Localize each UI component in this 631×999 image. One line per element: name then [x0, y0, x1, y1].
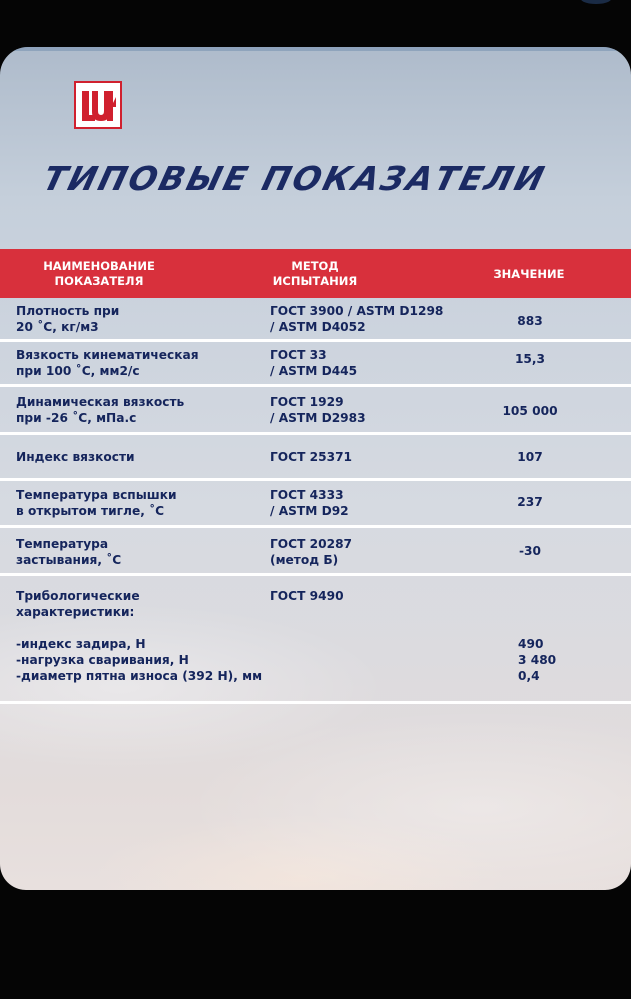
lukoil-logo: [74, 81, 122, 129]
row-divider: [0, 384, 631, 387]
row-name: Трибологические характеристики: -индекс задира, Н -нагрузка сваривания, Н -диаметр пятна износа (392 Н), мм: [16, 589, 263, 683]
row-value: 15,3: [514, 352, 546, 366]
row-divider: [0, 478, 631, 481]
row-name: Вязкость кинематическая при 100 ˚С, мм2/с: [16, 348, 199, 378]
card-top-edge: [0, 47, 631, 51]
row-value: 883: [517, 314, 543, 328]
row-name: Динамическая вязкость при -26 ˚С, мПа.с: [16, 395, 185, 425]
row-value: -30: [518, 544, 542, 558]
row-divider: [0, 525, 631, 528]
row-value: 490 3 480 0,4: [518, 637, 557, 683]
row-method: ГОСТ 20287 (метод Б): [270, 537, 353, 567]
top-edge-shape: [581, 0, 611, 4]
row-method: ГОСТ 3900 / ASTM D1298 / ASTM D4052: [270, 304, 444, 334]
row-name: Плотность при 20 ˚С, кг/м3: [16, 304, 120, 334]
bottom-background: [0, 890, 631, 999]
row-name: Температура вспышки в открытом тигле, ˚С: [16, 488, 177, 518]
row-method: ГОСТ 33 / ASTM D445: [270, 348, 358, 378]
row-value: 237: [517, 495, 543, 509]
row-name: Индекс вязкости: [16, 450, 135, 464]
row-divider: [0, 573, 631, 576]
row-divider: [0, 701, 631, 704]
table-header: [0, 249, 631, 298]
header-name: НАИМЕНОВАНИЕ ПОКАЗАТЕЛЯ: [43, 259, 155, 288]
row-method: ГОСТ 9490: [270, 589, 344, 603]
row-name: Температура застывания, ˚С: [16, 537, 122, 567]
row-value: 107: [517, 450, 543, 464]
row-divider: [0, 339, 631, 342]
row-divider: [0, 432, 631, 435]
row-method: ГОСТ 25371: [270, 450, 353, 464]
row-method: ГОСТ 1929 / ASTM D2983: [270, 395, 366, 425]
header-value: ЗНАЧЕНИЕ: [493, 267, 565, 281]
page-title: ТИПОВЫЕ ПОКАЗАТЕЛИ: [39, 159, 551, 198]
row-method: ГОСТ 4333 / ASTM D92: [270, 488, 349, 518]
spec-card: [0, 47, 631, 890]
header-method: МЕТОД ИСПЫТАНИЯ: [272, 259, 358, 288]
row-value: 105 000: [502, 404, 558, 418]
